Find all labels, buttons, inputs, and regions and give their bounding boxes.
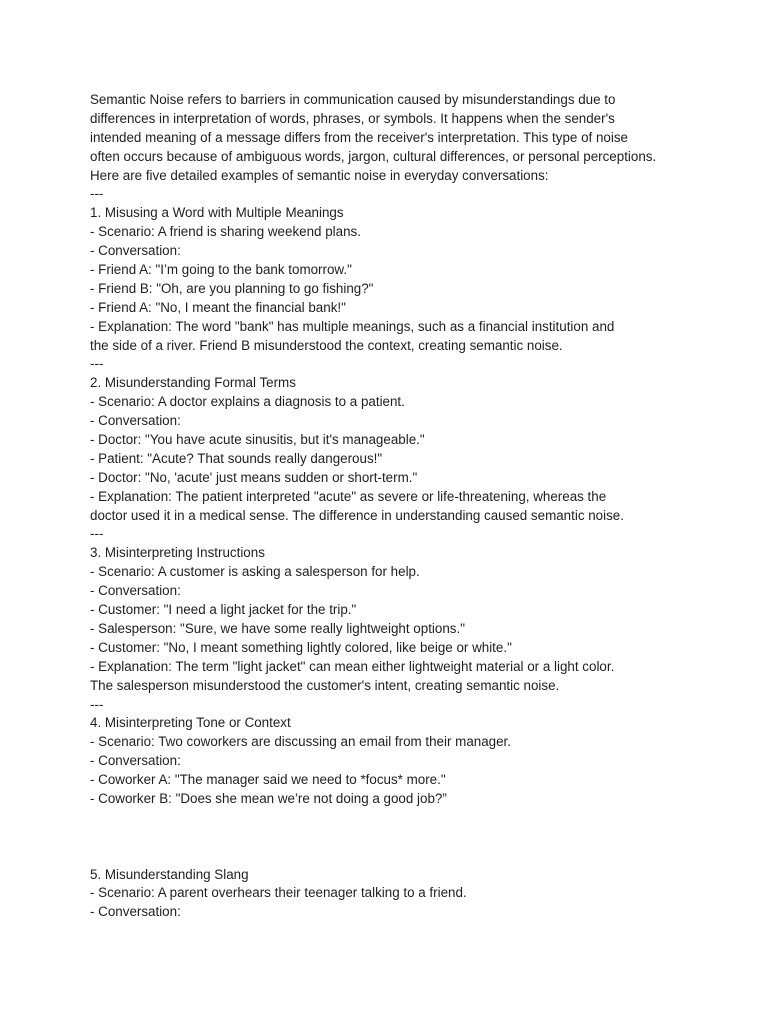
section-line: - Friend A: "I’m going to the bank tomorrow." — [90, 262, 352, 278]
section-line: - Doctor: "You have acute sinusitis, but it's manageable." — [90, 432, 425, 448]
example-section-5 — [90, 866, 690, 923]
section-line: - Scenario: A doctor explains a diagnosis to a patient. — [90, 394, 405, 410]
example-section-2 — [90, 374, 690, 525]
section-separator: --- — [90, 356, 104, 372]
section-line: - Doctor: "No, 'acute' just means sudden or short-term." — [90, 469, 418, 485]
section-line: - Conversation: — [90, 583, 181, 599]
intro-line: Here are five detailed examples of semantic noise in everyday conversations: — [90, 167, 549, 183]
section-line: doctor used it in a medical sense. The difference in understanding caused semantic noise. — [90, 507, 624, 523]
blank-line — [90, 847, 690, 866]
section-line: - Coworker B: "Does she mean we’re not doing a good job?” — [90, 790, 447, 806]
intro-line: intended meaning of a message differs from the receiver's interpretation. This type of noise — [90, 129, 628, 145]
section-heading: 2. Misunderstanding Formal Terms — [90, 375, 296, 391]
section-line: - Patient: "Acute? That sounds really dangerous!" — [90, 450, 383, 466]
intro-line: Semantic Noise refers to barriers in communication caused by misunderstandings due to — [90, 92, 616, 107]
blank-line — [90, 828, 690, 847]
section-line: - Friend A: "No, I meant the financial bank!" — [90, 299, 346, 315]
blank-line — [90, 809, 690, 828]
section-line: - Explanation: The word "bank" has multiple meanings, such as a financial institution and — [90, 318, 615, 334]
section-line: - Customer: "I need a light jacket for the trip." — [90, 602, 357, 618]
example-section-4 — [90, 714, 690, 808]
section-line: - Customer: "No, I meant something lightly colored, like beige or white." — [90, 639, 512, 655]
intro-line: often occurs because of ambiguous words, jargon, cultural differences, or personal perceptions. — [90, 148, 657, 164]
section-line: - Conversation: — [90, 413, 181, 429]
section-line: - Scenario: A friend is sharing weekend plans. — [90, 224, 361, 240]
section-line: - Friend B: "Oh, are you planning to go fishing?" — [90, 280, 374, 296]
section-line: - Coworker A: "The manager said we need to *focus* more." — [90, 772, 446, 788]
section-line: - Explanation: The term "light jacket" can mean either lightweight material or a light color. — [90, 658, 615, 674]
section-line: - Conversation: — [90, 904, 181, 920]
section-line: - Scenario: A parent overhears their teenager talking to a friend. — [90, 885, 467, 901]
section-line: The salesperson misunderstood the customer's intent, creating semantic noise. — [90, 677, 560, 693]
section-line: - Explanation: The patient interpreted "acute" as severe or life-threatening, whereas the — [90, 488, 607, 504]
section-line: the side of a river. Friend B misunderstood the context, creating semantic noise. — [90, 337, 563, 353]
intro-line: differences in interpretation of words, phrases, or symbols. It happens when the sender's — [90, 110, 615, 126]
intro-paragraph — [90, 91, 690, 185]
section-separator: --- — [90, 526, 104, 542]
section-heading: 1. Misusing a Word with Multiple Meanings — [90, 205, 344, 221]
section-heading: 4. Misinterpreting Tone or Context — [90, 715, 291, 731]
section-line: - Scenario: A customer is asking a salesperson for help. — [90, 564, 420, 580]
section-separator: --- — [90, 186, 104, 202]
section-heading: 5. Misunderstanding Slang — [90, 866, 249, 882]
document-page — [90, 91, 690, 922]
example-section-1 — [90, 204, 690, 355]
section-separator: --- — [90, 696, 104, 712]
section-line: - Conversation: — [90, 753, 181, 769]
section-line: - Conversation: — [90, 243, 181, 259]
section-heading: 3. Misinterpreting Instructions — [90, 545, 265, 561]
section-line: - Salesperson: "Sure, we have some really lightweight options." — [90, 620, 465, 636]
section-line: - Scenario: Two coworkers are discussing an email from their manager. — [90, 734, 511, 750]
example-section-3 — [90, 544, 690, 695]
